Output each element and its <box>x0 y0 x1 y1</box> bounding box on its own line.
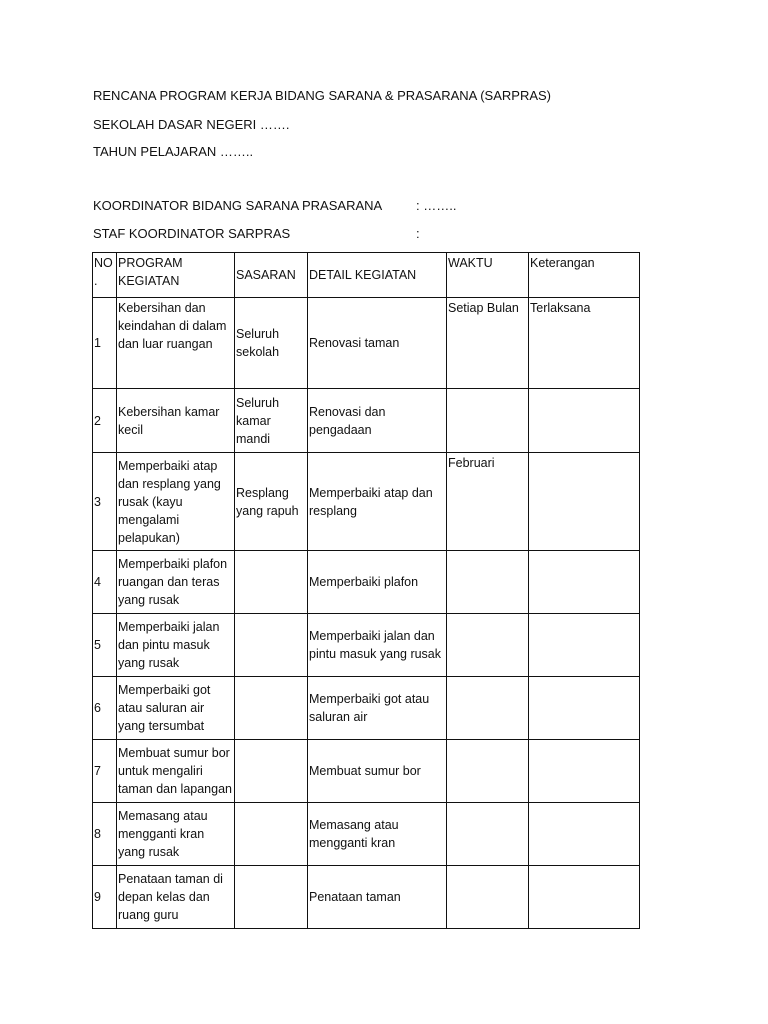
cell-sasaran: Resplang yang rapuh <box>235 453 308 551</box>
cell-waktu <box>447 677 529 740</box>
table-row <box>93 298 640 389</box>
header-sasaran: SASARAN <box>235 253 308 298</box>
program-table <box>92 252 640 929</box>
cell-sasaran <box>235 740 308 803</box>
cell-detail: Memperbaiki jalan dan pintu masuk yang rusak <box>308 614 447 677</box>
staff-value: : <box>416 226 420 241</box>
cell-waktu <box>447 866 529 929</box>
cell-program: Penataan taman di depan kelas dan ruang guru <box>117 866 235 929</box>
cell-program: Memperbaiki atap dan resplang yang rusak (kayu mengalami pelapukan) <box>117 453 235 551</box>
cell-sasaran <box>235 614 308 677</box>
coordinator-label: KOORDINATOR BIDANG SARANA PRASARANA <box>93 198 383 213</box>
staff-label: STAF KOORDINATOR SARPRAS <box>93 226 291 241</box>
cell-program: Memperbaiki jalan dan pintu masuk yang rusak <box>117 614 235 677</box>
coordinator-value: : …….. <box>416 198 457 213</box>
cell-waktu <box>447 614 529 677</box>
cell-detail: Renovasi dan pengadaan <box>308 389 447 453</box>
school-name: SEKOLAH DASAR NEGERI ……. <box>93 117 290 132</box>
cell-keterangan <box>529 866 640 929</box>
cell-no: 4 <box>93 551 117 614</box>
table-row <box>93 866 640 929</box>
cell-sasaran <box>235 677 308 740</box>
cell-detail: Memperbaiki got atau saluran air <box>308 677 447 740</box>
cell-no: 8 <box>93 803 117 866</box>
cell-keterangan <box>529 740 640 803</box>
cell-keterangan: Terlaksana <box>529 298 640 389</box>
cell-detail: Penataan taman <box>308 866 447 929</box>
cell-keterangan <box>529 677 640 740</box>
cell-sasaran: Seluruh kamar mandi <box>235 389 308 453</box>
table-row <box>93 614 640 677</box>
cell-program: Kebersihan dan keindahan di dalam dan luar ruangan <box>117 298 235 389</box>
cell-program: Memperbaiki plafon ruangan dan teras yang rusak <box>117 551 235 614</box>
cell-waktu <box>447 803 529 866</box>
table-row <box>93 740 640 803</box>
cell-detail: Renovasi taman <box>308 298 447 389</box>
cell-sasaran: Seluruh sekolah <box>235 298 308 389</box>
cell-no: 7 <box>93 740 117 803</box>
cell-no: 6 <box>93 677 117 740</box>
table-row <box>93 803 640 866</box>
cell-waktu <box>447 551 529 614</box>
cell-keterangan <box>529 389 640 453</box>
cell-detail: Memperbaiki plafon <box>308 551 447 614</box>
cell-keterangan <box>529 803 640 866</box>
cell-waktu: Setiap Bulan <box>447 298 529 389</box>
document-title: RENCANA PROGRAM KERJA BIDANG SARANA & PRASARANA (SARPRAS) <box>93 88 552 103</box>
header-waktu: WAKTU <box>447 253 529 298</box>
header-keterangan: Keterangan <box>529 253 640 298</box>
header-detail: DETAIL KEGIATAN <box>308 253 447 298</box>
cell-keterangan <box>529 551 640 614</box>
table-row <box>93 389 640 453</box>
cell-program: Memasang atau mengganti kran yang rusak <box>117 803 235 866</box>
cell-sasaran <box>235 866 308 929</box>
cell-detail: Memperbaiki atap dan resplang <box>308 453 447 551</box>
cell-waktu <box>447 740 529 803</box>
cell-detail: Memasang atau mengganti kran <box>308 803 447 866</box>
cell-program: Memperbaiki got atau saluran air yang tersumbat <box>117 677 235 740</box>
cell-no: 5 <box>93 614 117 677</box>
cell-no: 9 <box>93 866 117 929</box>
table-row <box>93 551 640 614</box>
cell-waktu <box>447 389 529 453</box>
cell-program: Kebersihan kamar kecil <box>117 389 235 453</box>
cell-keterangan <box>529 614 640 677</box>
cell-sasaran <box>235 551 308 614</box>
cell-detail: Membuat sumur bor <box>308 740 447 803</box>
header-no: NO . <box>93 253 117 298</box>
cell-keterangan <box>529 453 640 551</box>
table-row <box>93 453 640 551</box>
cell-no: 2 <box>93 389 117 453</box>
header-program: PROGRAM KEGIATAN <box>117 253 235 298</box>
cell-sasaran <box>235 803 308 866</box>
cell-no: 3 <box>93 453 117 551</box>
academic-year: TAHUN PELAJARAN …….. <box>93 144 254 159</box>
table-header-row <box>93 253 640 298</box>
cell-program: Membuat sumur bor untuk mengaliri taman dan lapangan <box>117 740 235 803</box>
cell-waktu: Februari <box>447 453 529 551</box>
cell-no: 1 <box>93 298 117 389</box>
table-row <box>93 677 640 740</box>
